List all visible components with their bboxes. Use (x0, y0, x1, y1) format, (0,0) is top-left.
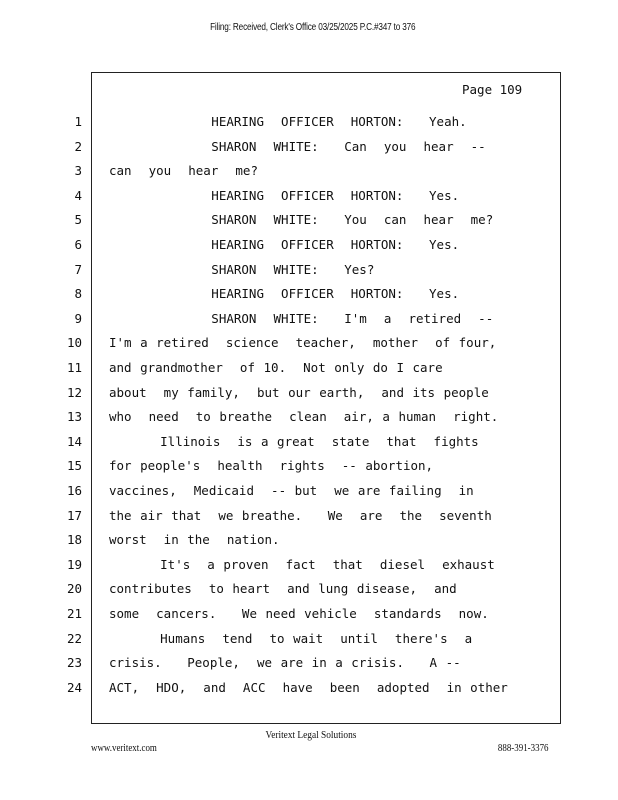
line-number: 7 (74, 261, 82, 277)
line-number: 23 (66, 655, 82, 671)
line-number: 15 (66, 458, 82, 474)
filing-header: Filing: Received, Clerk's Office 03/25/2025 P.C.#347 to 376 (210, 22, 416, 33)
line-number: 2 (74, 138, 82, 154)
transcript-line: can you hear me? (109, 163, 258, 179)
transcript-line: worst in the nation. (109, 532, 280, 548)
line-number: 14 (66, 433, 82, 449)
page-number: Page 109 (462, 82, 523, 97)
transcript-line: Illinois is a great state that fights (109, 433, 479, 449)
transcript-line: ACT, HDO, and ACC have been adopted in other (109, 679, 508, 695)
line-number: 24 (66, 679, 82, 695)
line-number: 3 (74, 163, 82, 179)
transcript-line: some cancers. We need vehicle standards now. (109, 606, 489, 621)
line-number: 19 (66, 556, 82, 572)
transcript-line: HEARING OFFICER HORTON: Yeah. (109, 114, 467, 129)
line-number: 5 (74, 212, 82, 228)
line-number: 12 (66, 384, 82, 400)
line-number: 8 (74, 286, 82, 302)
transcript-line: the air that we breathe. We are the seventh (109, 507, 492, 523)
footer-phone: 888-391-3376 (497, 743, 548, 754)
line-number: 20 (66, 581, 82, 597)
line-number: 6 (74, 237, 82, 252)
transcript-line: SHARON WHITE: I'm a retired -- (109, 310, 494, 326)
transcript-line: contributes to heart and lung disease, and (109, 581, 457, 597)
line-number: 10 (66, 335, 82, 351)
transcript-line: who need to breathe clean air, a human right. (109, 409, 499, 425)
line-number: 11 (66, 360, 82, 375)
line-number: 17 (66, 507, 82, 523)
transcript-line: HEARING OFFICER HORTON: Yes. (109, 237, 460, 252)
transcript-line: vaccines, Medicaid -- but we are failing in (109, 483, 474, 498)
line-number: 21 (66, 606, 82, 621)
transcript-line: It's a proven fact that diesel exhaust (109, 556, 495, 572)
transcript-line: I'm a retired science teacher, mother of four, (109, 335, 497, 351)
line-number: 9 (74, 310, 82, 326)
transcript-line: crisis. People, we are in a crisis. A -- (109, 655, 461, 671)
transcript-line: about my family, but our earth, and its people (109, 384, 489, 400)
footer-website: www.veritext.com (91, 743, 157, 754)
footer-company: Veritext Legal Solutions (265, 729, 357, 741)
transcript-line: for people's health rights -- abortion, (109, 458, 434, 474)
transcript-line: HEARING OFFICER HORTON: Yes. (109, 187, 460, 203)
line-number: 1 (74, 114, 82, 129)
line-number: 4 (74, 187, 82, 203)
transcript-line: SHARON WHITE: Yes? (109, 261, 375, 277)
line-number: 18 (66, 532, 82, 548)
line-number: 16 (66, 483, 82, 498)
transcript-line: HEARING OFFICER HORTON: Yes. (109, 286, 460, 302)
transcript-line: Humans tend to wait until there's a (109, 630, 473, 646)
line-number: 13 (66, 409, 82, 425)
transcript-line: SHARON WHITE: Can you hear -- (109, 138, 486, 154)
transcript-line: SHARON WHITE: You can hear me? (109, 212, 494, 228)
transcript-line: and grandmother of 10. Not only do I care (109, 360, 443, 375)
line-number: 22 (66, 630, 82, 646)
